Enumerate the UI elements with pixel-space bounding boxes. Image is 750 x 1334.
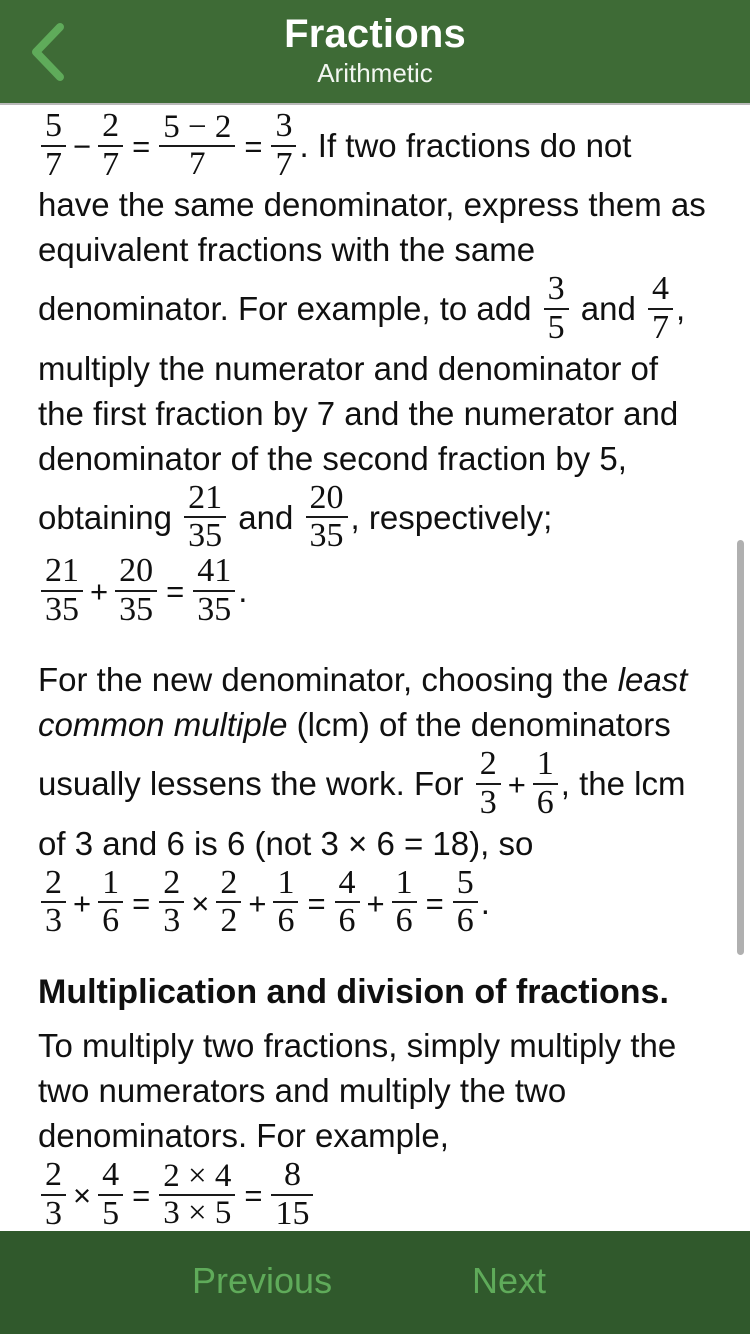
paragraph-subtract-example — [38, 109, 712, 554]
punctuation-comma: , — [676, 290, 686, 328]
page-title: Fractions — [284, 12, 466, 56]
fraction-denominator: 3 — [45, 902, 62, 940]
fraction-4-over-7 — [648, 272, 673, 345]
fraction-denominator: 35 — [45, 590, 79, 628]
fraction-numerator: 3 — [544, 272, 569, 310]
fraction-denominator: 6 — [102, 902, 120, 940]
fraction-numerator: 3 — [271, 109, 296, 147]
fraction-numerator: 1 — [392, 866, 417, 904]
fraction-2-over-3 — [41, 863, 66, 940]
fraction-4-over-5 — [98, 1158, 123, 1231]
fraction-2-over-7 — [98, 109, 123, 182]
fraction-denominator: 5 — [547, 309, 565, 347]
operator-equals: = — [132, 129, 151, 164]
fraction-5-over-7 — [41, 109, 66, 182]
fraction-numerator: 20 — [115, 554, 157, 592]
bottom-navigation-bar — [0, 1231, 750, 1334]
fraction-numerator: 2 — [98, 109, 123, 147]
operator-equals: = — [307, 885, 326, 921]
fraction-denominator: 6 — [338, 902, 356, 940]
article-body — [0, 109, 750, 1231]
fraction-1-over-6 — [98, 863, 123, 940]
fraction-numerator: 41 — [193, 554, 235, 592]
fraction-denominator: 3 × 5 — [163, 1195, 232, 1231]
operator-equals: = — [132, 1178, 151, 1214]
fraction-numerator: 1 — [98, 866, 123, 904]
fraction-5minus2-over-7 — [159, 108, 235, 183]
paragraph-text: , the lcm of 3 and 6 is 6 (not 3 × 6 = 18), so — [38, 765, 686, 862]
conjunction-and: and — [238, 498, 294, 536]
fraction-denominator: 15 — [275, 1194, 310, 1231]
page-subtitle: Arithmetic — [317, 58, 433, 88]
fraction-41-over-35 — [193, 554, 235, 627]
fraction-denominator: 35 — [309, 517, 344, 555]
operator-times: × — [191, 885, 210, 921]
fraction-denominator: 35 — [197, 590, 232, 628]
equation-21-35-plus-20-35 — [38, 554, 712, 627]
operator-equals: = — [166, 574, 185, 610]
fraction-denominator: 6 — [277, 902, 295, 940]
fraction-numerator: 2 — [41, 1158, 66, 1196]
fraction-20-over-35 — [115, 554, 157, 627]
previous-button[interactable]: Previous — [192, 1260, 333, 1301]
fraction-numerator: 2 × 4 — [159, 1160, 235, 1197]
section-heading-multiplication-division: Multiplication and division of fractions. — [38, 973, 669, 1012]
fraction-2times4-over-3times5 — [159, 1157, 235, 1231]
conjunction-and: and — [580, 290, 636, 328]
operator-plus: + — [507, 767, 526, 803]
fraction-2-over-3 — [476, 747, 501, 820]
fraction-denominator: 7 — [189, 146, 206, 183]
fraction-numerator: 2 — [216, 866, 241, 904]
fraction-numerator: 2 — [159, 866, 184, 904]
paragraph-multiply-fractions: To multiply two fractions, simply multiply the two numerators and multiply the two denominators. For example, — [38, 1027, 677, 1155]
fraction-numerator: 1 — [533, 747, 558, 785]
fraction-denominator: 6 — [456, 902, 474, 940]
fraction-5-over-6 — [453, 863, 478, 940]
fraction-21-over-35 — [41, 554, 83, 627]
fraction-20-over-35 — [306, 478, 348, 555]
fraction-1-over-6 — [273, 863, 298, 940]
vertical-scrollbar[interactable] — [737, 540, 744, 955]
operator-plus: + — [90, 574, 109, 610]
fraction-numerator: 21 — [184, 481, 226, 519]
paragraph-text: For the new denominator, choosing the — [38, 661, 618, 699]
fraction-denominator: 6 — [536, 784, 554, 822]
fraction-numerator: 20 — [306, 481, 348, 519]
fraction-numerator: 4 — [648, 272, 673, 310]
fraction-numerator: 1 — [273, 866, 298, 904]
app-header — [0, 0, 750, 103]
operator-plus: + — [248, 885, 267, 921]
punctuation-period: . — [238, 572, 248, 610]
fraction-21-over-35 — [184, 478, 226, 555]
fraction-denominator: 35 — [188, 517, 223, 555]
fraction-numerator: 5 — [453, 866, 478, 904]
fraction-2-over-3 — [159, 863, 184, 940]
back-button[interactable] — [10, 8, 86, 96]
equation-2-3-times-4-5 — [38, 1158, 712, 1231]
next-button[interactable]: Next — [472, 1260, 547, 1301]
fraction-numerator: 2 — [41, 866, 66, 904]
fraction-denominator: 7 — [652, 309, 670, 347]
fraction-denominator: 3 — [479, 784, 497, 822]
paragraph-lcm — [38, 657, 712, 865]
fraction-numerator: 4 — [335, 866, 360, 904]
fraction-8-over-15 — [271, 1158, 313, 1231]
fraction-numerator: 4 — [98, 1158, 123, 1196]
operator-equals: = — [244, 1178, 263, 1214]
fraction-denominator: 2 — [220, 902, 238, 940]
operator-equals: = — [425, 885, 444, 921]
content-scroll-area[interactable] — [0, 105, 750, 1231]
fraction-3-over-7 — [271, 109, 296, 182]
fraction-numerator: 2 — [476, 747, 501, 785]
paragraph-text: multiply the numerator and denominator of the first fraction by 7 and the numerator and denominator of the second fraction by 5, obtaining — [38, 349, 679, 536]
operator-plus: + — [366, 885, 385, 921]
fraction-4-over-6 — [335, 863, 360, 940]
paragraph-text: (lcm) of the denominators usually lessens the work. For — [38, 706, 671, 803]
header-title-group — [120, 12, 630, 88]
operator-minus: − — [73, 129, 92, 164]
fraction-1-over-6 — [392, 863, 417, 940]
paragraph-text: , respectively; — [350, 498, 553, 536]
fraction-2-over-3 — [41, 1158, 66, 1231]
chevron-left-icon — [26, 21, 70, 83]
operator-equals: = — [132, 885, 151, 921]
fraction-denominator: 3 — [45, 1194, 62, 1231]
fraction-numerator: 21 — [41, 554, 83, 592]
punctuation-period: . — [480, 883, 490, 921]
fraction-denominator: 6 — [395, 902, 413, 940]
operator-equals: = — [244, 129, 263, 164]
fraction-denominator: 5 — [102, 1194, 120, 1231]
fraction-denominator: 3 — [163, 902, 181, 940]
fraction-numerator: 5 — [41, 109, 66, 147]
equation-2-3-plus-1-6 — [38, 863, 712, 940]
fraction-denominator: 7 — [45, 145, 62, 183]
fraction-3-over-5 — [544, 272, 569, 345]
fraction-1-over-6 — [533, 747, 558, 820]
fraction-numerator: 5 − 2 — [159, 111, 235, 148]
fraction-2-over-2 — [216, 863, 241, 940]
fraction-numerator: 8 — [271, 1158, 313, 1196]
paragraph-text: . If two fractions do not have the same denominator, express them as equivalent fractions with the same denominator. For example, to add — [38, 127, 706, 328]
emphasis-least-common-multiple: least common multiple — [38, 661, 688, 744]
fraction-denominator: 7 — [102, 145, 120, 183]
operator-times: × — [73, 1178, 92, 1214]
fraction-denominator: 35 — [119, 590, 154, 628]
operator-plus: + — [73, 885, 92, 921]
fraction-denominator: 7 — [275, 145, 293, 183]
